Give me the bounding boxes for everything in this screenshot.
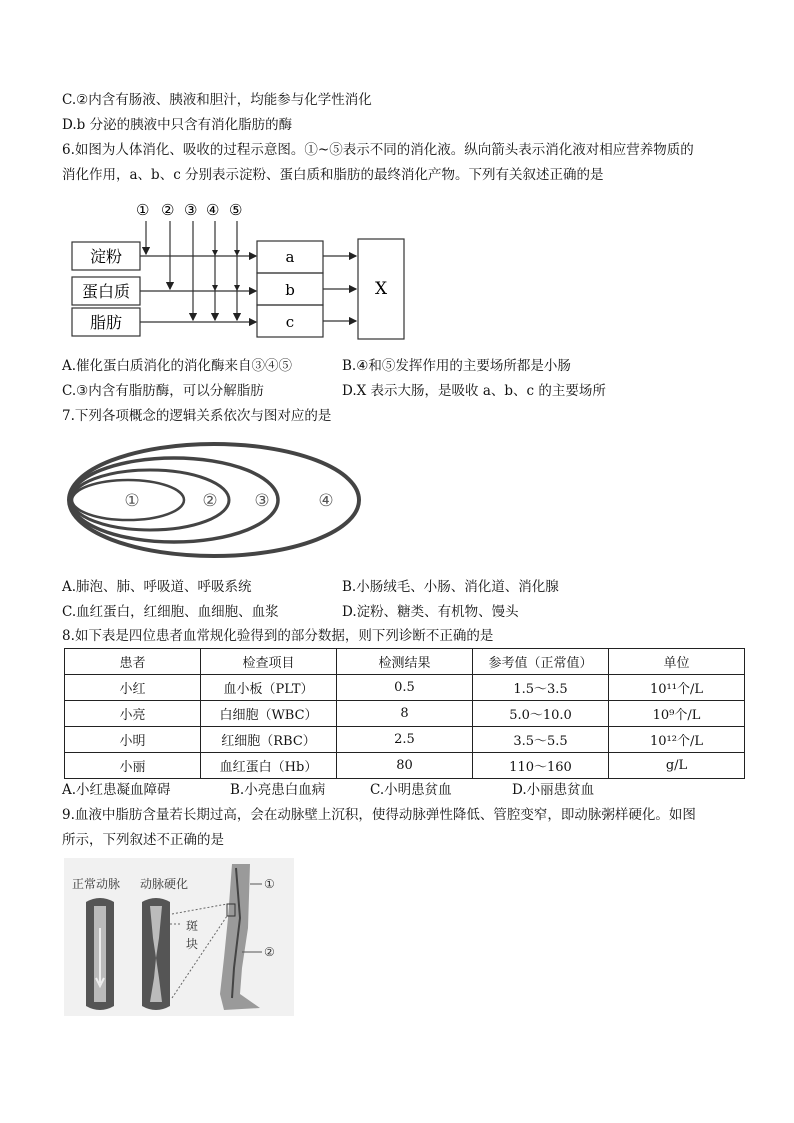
label-plaque-2: 块 [186,937,199,951]
q9-stem-line2: 所示，下列叙述不正确的是 [62,832,224,848]
normal-artery-shape [86,898,114,1010]
q5-option-d: D.b 分泌的胰液中只含有消化脂肪的酶 [62,117,293,133]
header-unit: 单位 [609,649,745,675]
ellipse-2-label: ② [202,491,218,511]
cell-reference: 1.5～3.5 [473,675,609,701]
q7-option-b: B.小肠绒毛、小肠、消化道、消化腺 [342,579,559,595]
label-mark-2: ② [264,945,275,959]
cell-reference: 110～160 [473,753,609,779]
header-result: 检测结果 [337,649,473,675]
cell-result: 80 [337,753,473,779]
label-mark-1: ① [264,877,275,891]
q6-stem-line1: 6.如图为人体消化、吸收的过程示意图。①~⑤表示不同的消化液。纵向箭头表示消化液对相应营养物质的 [62,142,694,158]
q8-option-a: A.小红患凝血障碍 [62,782,171,798]
cell-reference: 3.5～5.5 [473,727,609,753]
product-c: c [285,313,295,331]
product-a: a [285,248,295,266]
cell-item: 红细胞（RBC） [201,727,337,753]
cell-item: 血小板（PLT） [201,675,337,701]
header-item: 检查项目 [201,649,337,675]
liquid-1-label: ① [136,201,150,219]
nutrient-fat: 脂肪 [89,313,123,332]
label-normal-artery: 正常动脉 [72,877,121,891]
q7-option-d: D.淀粉、糖类、有机物、馒头 [342,604,519,620]
table-row [65,701,745,727]
liquid-2-label: ② [161,201,175,219]
label-plaque-1: 斑 [186,919,199,933]
table-row [65,727,745,753]
cell-patient: 小明 [65,727,201,753]
q8-option-b: B.小亮患白血病 [230,782,326,798]
q6-option-a: A.催化蛋白质消化的消化酶来自③④⑤ [62,358,293,374]
artery-illustration [64,858,294,1016]
liquid-5-label: ⑤ [229,201,243,219]
ellipse-4-label: ④ [318,491,334,511]
cell-unit: 10¹²个/L [609,727,745,753]
product-b: b [285,281,295,299]
q8-option-d: D.小丽患贫血 [512,782,595,798]
nested-ellipses-diagram [64,440,374,565]
cell-item: 血红蛋白（Hb） [201,753,337,779]
liquid-3-label: ③ [184,201,198,219]
cell-result: 8 [337,701,473,727]
cell-patient: 小亮 [65,701,201,727]
q6-option-b: B.④和⑤发挥作用的主要场所都是小肠 [342,358,571,374]
cell-unit: g/L [609,753,745,779]
nutrient-protein: 蛋白质 [81,282,131,301]
q6-option-d: D.X 表示大肠，是吸收 a、b、c 的主要场所 [342,383,606,399]
header-patient: 患者 [65,649,201,675]
cell-result: 2.5 [337,727,473,753]
cell-unit: 10⁹个/L [609,701,745,727]
nutrient-starch: 淀粉 [89,247,123,266]
cell-patient: 小红 [65,675,201,701]
cell-reference: 5.0～10.0 [473,701,609,727]
q6-stem-line2: 消化作用，a、b、c 分别表示淀粉、蛋白质和脂肪的最终消化产物。下列有关叙述正确的是 [62,167,604,183]
hardened-artery-shape [142,898,170,1010]
ellipse-3-label: ③ [254,491,270,511]
ellipse-1-label: ① [124,491,140,511]
cell-result: 0.5 [337,675,473,701]
table-row [65,753,745,779]
cell-patient: 小丽 [65,753,201,779]
table-header-row [65,649,745,675]
q7-option-c: C.血红蛋白，红细胞、血细胞、血浆 [62,604,279,620]
q8-option-c: C.小明患贫血 [370,782,452,798]
q5-option-c: C.②内含有肠液、胰液和胆汁，均能参与化学性消化 [62,92,372,108]
q9-stem-line1: 9.血液中脂肪含量若长期过高，会在动脉壁上沉积，使得动脉弹性降低、管腔变窄，即动脉粥样硬化。如图 [62,807,696,823]
table-row [65,675,745,701]
cell-item: 白细胞（WBC） [201,701,337,727]
digestion-diagram [60,195,420,345]
header-reference: 参考值（正常值） [473,649,609,675]
q6-option-c: C.③内含有脂肪酶，可以分解脂肪 [62,383,264,399]
liquid-4-label: ④ [206,201,220,219]
cell-unit: 10¹¹个/L [609,675,745,701]
blood-test-table [64,648,745,779]
q7-option-a: A.肺泡、肺、呼吸道、呼吸系统 [62,579,252,595]
q7-stem: 7.下列各项概念的逻辑关系依次与图对应的是 [62,408,332,424]
q8-stem: 8.如下表是四位患者血常规化验得到的部分数据，则下列诊断不正确的是 [62,628,494,644]
label-hardened-artery: 动脉硬化 [140,877,189,891]
organ-x-label: X [374,279,388,299]
